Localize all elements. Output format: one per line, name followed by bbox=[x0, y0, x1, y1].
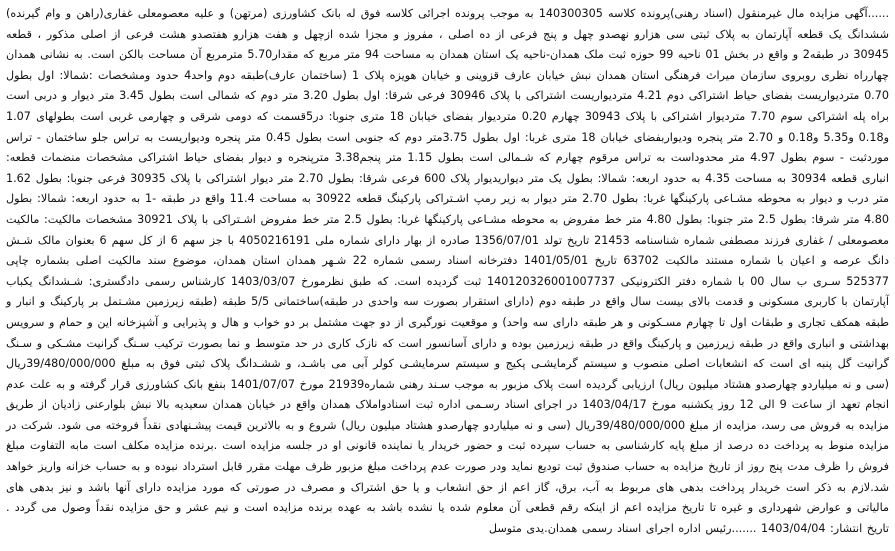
auction-notice-text: ......آگهی مزایده مال غیرمنقول (اسناد رهنی)پرونده کلاسه 140300305 به موجب پرونده اجرائی کلاسه فوق له بانک کشاورزی (مرتهن) و علیه معصومعلی غفاری(راهن و وام گیرنده) ششدانگ یک قطعه آپارتمان به پلاک ثبتی سی هزارو نهصدو چهل و پنج فرعی از ده اصلی ، مفروز و مجزا شده ازچهل و هفت هزارو هفتصدو هشت فرعی از اصلی مذکور ، قطعه 30945 در طبقه2 و واقع در بخش 01 ناحیه 99 حوزه ثبت ملک همدان-ناحیه یک استان همدان به مساحت 94 متر مربع که مقدار5.70 مترمربع آن مساحت بالکن است. به نشانی همدان چهارراه نظری روبروی سازمان میراث فرهنگی استان همدان نبش خیابان عارف قزوینی و خیابان هویزه پلاک 1 (ساختمان عارف)طبقه دوم واحد4 حدود ومشخصات :شمالا: اول بطول 0.70 متردیواریست بفضای حیاط اشتراکی دوم 4.21 متردیواریست اشتراکی با پلاک 30946 فرعی شرقا: اول بطول 3.20 متر دوم که شمالی است بطول 3.45 متر دیوار و دربی است براه پله اشتراکی سوم 7.70 متردیوار اشتراکی با پلاک 30943 چهارم 0.20 متردیوار بفضای خیابان 18 متری جنوبا: در5قسمت که دومی شرقی و چهارمی غربی است بطولهای 1.07 و0.18 و5.35 و0.18 و 2.70 متر پنجره ودیواربفضای خیابان 18 متری غربا: اول بطول 3.75متر دوم که جنوبی است بطول 0.45 متر پنجره ودیواریست به تراس جلو ساختمان - تراس موردثبت - سوم بطول 4.97 متر محدوداست به تراس مرقوم چهارم که شـمالی است بطول 1.15 متر پنجم3.38 مترپنجره و دیوار بفضای حیاط اشتراکی مشخصات منضمات قطعه: انباری قطعه 30934 به مساحت 4.35 به حدود اربعه: شمالا: بطول یک متر دیواریدیوار پلاک 600 فرعی شرقا: بطول 2.70 متر دیوار اشتراکی با پلاک 30935 فرعی جنوبا: بطول 1.62 متر درب و دیوار به محوطه مشـاعی پارکینگها غربا: بطول 2.70 متر دیوار به زیر رمپ اشـتراکی پارکینگ قطعه 30922 به مساحت 11.4 واقع در طبقه -1 به حدود اربعه: شمالا: بطول 4.80 متر شرقا: بطول 2.5 متر جنوبا: بطول 4.80 متر خط مفروض به محوطه مشـاعی پارکینگها غربا: بطول 2.5 متر خط مفروض اشـتراکی با پلاک 30921 مشخصات مالکیت: مالکیت معصومعلی / غفاری فرزند مصطفی شماره شناسنامه 21453 تاریخ تولد 1356/07/01 صادره از بهار دارای شماره ملی 4050216191 با جز سهم 6 از کل سهم 6 بعنوان مالک شـش دانگ عرصه و اعیان با شماره مستند مالکیت 63702 تاریخ 1401/05/01 دفترخانه اسناد رسمی شماره 22 شـهر همدان استان همدان، موضوع سند مالکیت اصلی بشماره چاپی 525377 سـری ب سال 00 با شماره دفتر الکترونیکی 140120326001007737 ثبت گردیده است. که طبق نظرمورخ 1403/03/07 کارشناس رسمی دادگستری: شـشدانگ یکباب آپارتمان با کاربری مسکونی و قدمت بالای بیست سال واقع در طبقه دوم (دارای استقرار بصورت سه واحدی در طبقه)ساختمانی 5/5 طبقه (طبقه زیرزمین مشـتمل بر پارکینگ و انبار و طبقه همکف تجاری و طبقات اول تا چهارم مسـکونی و هر طبقه دارای سه واحد) و موقعیت نورگیری از دو جهت مشتمل بر دو خواب و هال و پذیرایی و آشپزخانه این و حمام و سرویس بهداشتی و انباری واقع در طبقه زیرزمین و پارکینگ واقع در طبقه زیرزمین بوده و دارای آسانسور است که نازک کاری در حد متوسط و نما بصورت ترکیب سـنگ گرانیت مشـکی و سـنگ گرانیت گل پنبه ای است که انشعابات اصلی منصوب و سیستم گرمایشـی پکیج و سیستم سرمایشـی کولر آبی می باشـد، و ششـدانگ پلاک ثبتی فوق به مبلغ 39/480/000/000ریال (سی و نه میلیاردو چهارصدو هشتاد میلیون ریال) ارزیابی گردیده است پلاک مزبور به موجب سـند رهنی شماره21939 مورخ 1401/07/07 بنفع بانک کشاورزی قرار گرفته و به علت عدم انجام تعهد از ساعت 9 الی 12 روز یکشنبه مورخ 1403/04/17 در اجرای اسناد رسـمی اداره ثبت اسنادواملاک همدان واقع در خیابان همدان سعیدیه بالا نبش بلوارعنی زادیان از طریق مزایده به فروش می رسد، مزایده از مبلغ 39/480/000/000ریال (سی و نه میلیاردو چهارصدو هشتاد میلیون ریال) شروع و به بالاترین قیمت پیشـنهادی نقداً فروخته می شود. شرکت در مزایده منوط به پرداخت ده درصد از مبلغ پایه کارشناسی به حساب سپرده ثبت و حضور خریدار یا نماینده قانونی او در جلسه مزایده است .برنده مزایده مکلف است مابه التفاوت مبلغ فروش را ظرف مدت پنج روز از تاریخ مزایده به حساب صندوق ثبت تودیع نماید ودر صورت عدم پرداخت مبلغ مزبور ظرف مهلت مقرر قابل استرداد نبوده و به حساب خزانه واریز خواهد شد.لازم به ذکر است خریدار پرداخت بدهی های مربوط به آب، برق، گاز اعم از حق انشعاب و یا حق اشتراک و مصرف در صورتی که مورد مزایده دارای آنها باشد و نیز بدهی های مالیاتی و عوارض شهرداری و غیره تا تاریخ مزایده اعم از اینکه رقم قطعی آن معلوم شده یا نشده باشد به عهده برنده مزایده است و نیم عشر و حق مزایده نقداً وصول می گردد . تاریخ انتشار: 1403/04/04 .......رئیس اداره اجرای اسناد رسمی همدان.یدی متوسل bbox=[1, 7, 890, 535]
